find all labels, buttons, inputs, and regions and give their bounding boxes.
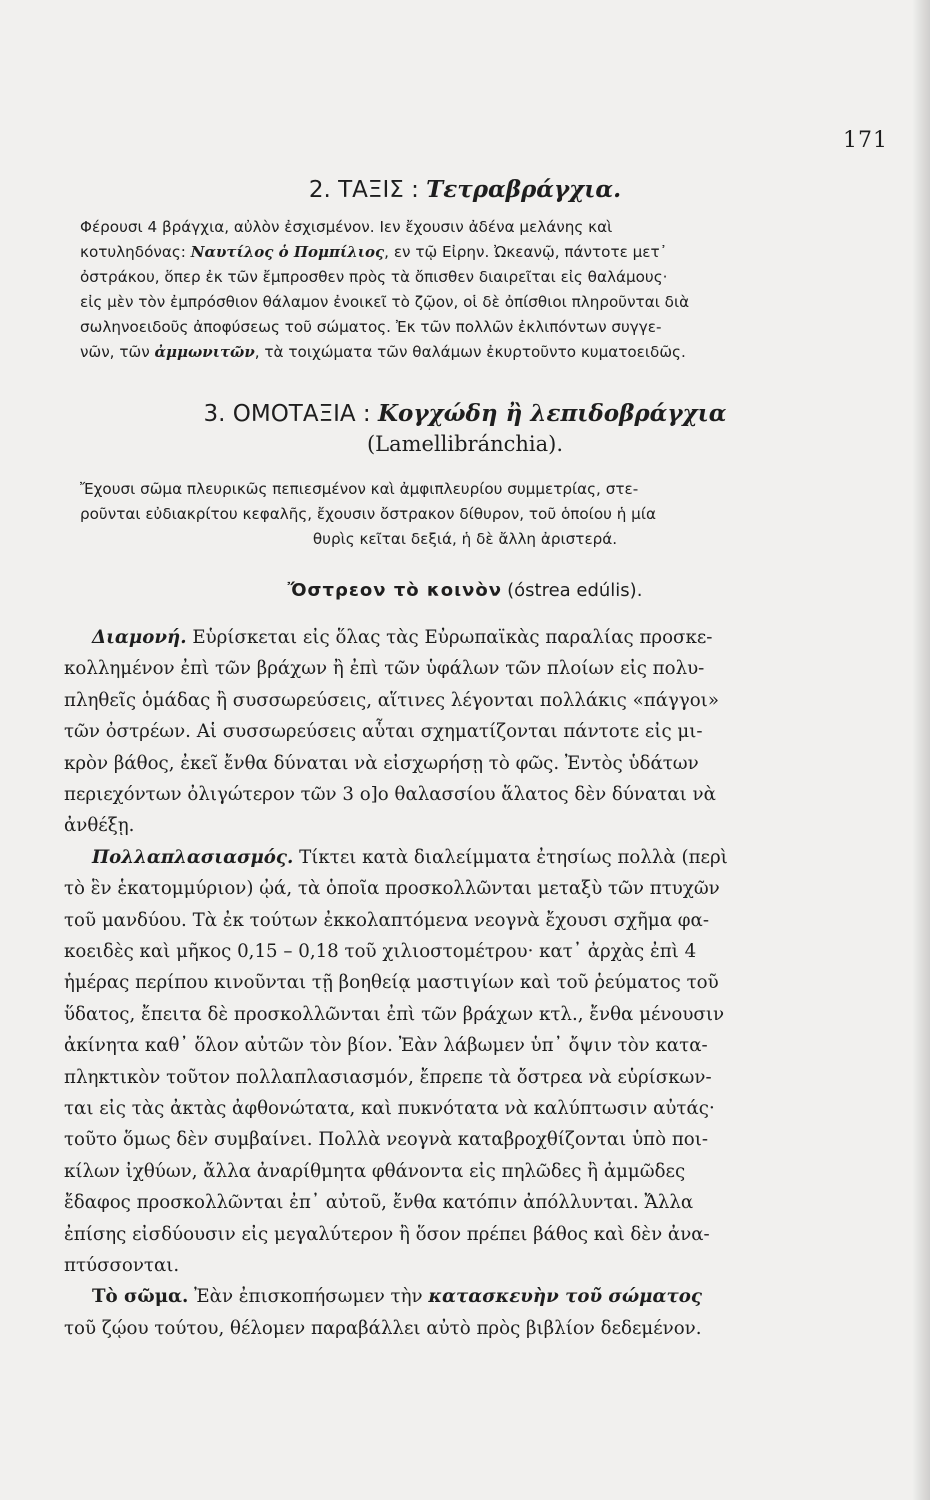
body-line-7 bbox=[64, 815, 134, 836]
body-line-10 bbox=[64, 910, 709, 931]
body-line-21 bbox=[64, 1255, 179, 1276]
section-2-heading-name: Τετραβράγχια. bbox=[426, 176, 622, 203]
section-2-line-5: σωληνοειδοῦς ἀποφύσεως τοῦ σώματος. Ἐκ τῶν πολλῶν ἐκλιπόντων συγγε- bbox=[80, 318, 662, 336]
section-2-line-2: κοτυληδόνας: Ναυτίλος ὁ Πομπίλιος, εν τῷ Εἰρην. Ὠκεανῷ, πάντοτε μετ᾽ bbox=[80, 243, 668, 261]
body-line-14 bbox=[64, 1035, 708, 1056]
body-text-run: ἔδαφος προσκολλῶνται ἐπ᾽ αὐτοῦ, ἔνθα κατόπιν ἀπόλλυνται. Ἄλλα bbox=[64, 1192, 694, 1214]
body-text-run: κολλημένον ἐπὶ τῶν βράχων ἢ ἐπὶ τῶν ὑφάλων τῶν πλοίων εἰς πολυ- bbox=[64, 658, 705, 680]
section-2-heading bbox=[0, 176, 930, 203]
section-3-line-3: θυρὶς κεῖται δεξιά, ἡ δὲ ἄλλη ἀριστερά. bbox=[312, 530, 618, 548]
body-text-run: τοῦτο ὅμως δὲν συμβαίνει. Πολλὰ νεογνὰ καταβροχθίζονται ὑπὸ ποι- bbox=[64, 1129, 709, 1151]
body-text-run: περιεχόντων ὀλιγώτερον τῶν 3 ο]ο θαλασσίου ἅλατος δὲν δύναται νὰ bbox=[64, 784, 716, 805]
page-number: 171 bbox=[843, 128, 888, 153]
nautilus-name: Ναυτίλος ὁ Πομπίλιος bbox=[190, 243, 385, 261]
section-3-latin-heading: (Lamellibránchia). bbox=[366, 432, 564, 456]
body-line-3 bbox=[64, 690, 719, 711]
species-latin-name: (óstrea edúlis). bbox=[507, 580, 643, 601]
body-line-19 bbox=[64, 1192, 693, 1213]
emphasis-text: Διαμονή. bbox=[92, 627, 187, 648]
body-line-9 bbox=[64, 878, 720, 899]
section-3-line-1: Ἔχουσι σῶμα πλευρικῶς πεπιεσμένον καὶ ἀμφιπλευρίου συμμετρίας, στε- bbox=[80, 480, 639, 498]
body-text-run: κρὸν βάθος, ἐκεῖ ἔνθα δύναται νὰ εἰσχωρήσῃ τὸ φῶς. Ἐντὸς ὑδάτων bbox=[64, 752, 699, 774]
body-line-5 bbox=[64, 753, 699, 774]
section-2-line-6: νῶν, τῶν ἀμμωνιτῶν, τὰ τοιχώματα τῶν θαλάμων ἐκυρτοῦντο κυματοειδῶς. bbox=[80, 343, 686, 361]
body-text-run: πληθεῖς ὁμάδας ἢ συσσωρεύσεις, αἵτινες λέγονται πολλάκις «πάγγοι» bbox=[64, 689, 719, 711]
body-text-run: τοῦ ζῴου τούτου, θέλομεν παραβάλλει αὐτὸ πρὸς βιβλίον δεδεμένον. bbox=[64, 1317, 702, 1339]
body-line-1 bbox=[92, 627, 712, 648]
section-3-heading-prefix: 3. ΟΜΟΤΑΞΙΑ : bbox=[203, 401, 371, 427]
ammonites-name: ἀμμωνιτῶν bbox=[154, 343, 255, 361]
body-line-2 bbox=[64, 658, 704, 679]
section-3-heading-name: Κογχώδη ἢ λεπιδοβράγχια bbox=[378, 400, 727, 427]
body-text-run: ἀκίνητα καθ᾽ ὅλον αὐτῶν τὸν βίον. Ἐὰν λάβωμεν ὑπ᾽ ὄψιν τὸν κατα- bbox=[64, 1035, 708, 1057]
body-text-run: ἀνθέξῃ. bbox=[64, 815, 135, 837]
body-text-run: τοῦ μανδύου. Τὰ ἐκ τούτων ἐκκολαπτόμενα νεογνὰ ἔχουσι σχῆμα φα- bbox=[64, 909, 709, 931]
body-text-run: ἐπίσης εἰσδύουσιν εἰς μεγαλύτερον ἢ ὅσον πρέπει βάθος καὶ δὲν ἀνα- bbox=[64, 1223, 710, 1245]
section-3-heading bbox=[0, 400, 930, 427]
species-greek-name: Ὄστρεον τὸ κοινὸν bbox=[287, 580, 502, 601]
body-line-18 bbox=[64, 1161, 685, 1182]
body-line-17 bbox=[64, 1129, 708, 1150]
section-3-line-2: ροῦνται εὐδιακρίτου κεφαλῆς, ἔχουσιν ὄστρακον δίθυρον, τοῦ ὁποίου ἡ μία bbox=[80, 505, 656, 523]
body-text-run: Εὑρίσκεται εἰς ὅλας τὰς Εὐρωπαϊκὰς παραλίας προσκε- bbox=[186, 627, 713, 648]
body-line-22 bbox=[92, 1286, 702, 1307]
body-text-run: ὕδατος, ἔπειτα δὲ προσκολλῶνται ἐπὶ τῶν βράχων κτλ., ἔνθα μένουσιν bbox=[64, 1003, 725, 1025]
emphasis-text: κατασκευὴν τοῦ σώματος bbox=[428, 1286, 702, 1308]
body-line-23 bbox=[64, 1318, 701, 1339]
species-heading bbox=[0, 580, 930, 601]
body-text-run: τὸ ἓν ἑκατομμύριον) ᾠά, τὰ ὁποῖα προσκολλῶνται μεταξὺ τῶν πτυχῶν bbox=[64, 878, 720, 900]
body-text-run: τῶν ὀστρέων. Αἱ συσσωρεύσεις αὗται σχηματίζονται πάντοτε εἰς μι- bbox=[64, 721, 703, 743]
emphasis-text: Πολλαπλασιασμός. bbox=[92, 846, 294, 868]
section-2-line-4: εἰς μὲν τὸν ἐμπρόσθιον θάλαμον ἐνοικεῖ τὸ ζῷον, οἱ δὲ ὀπίσθιοι πληροῦνται διὰ bbox=[80, 293, 690, 311]
section-2-line-3: ὀστράκου, ὅπερ ἐκ τῶν ἔμπροσθεν πρὸς τὰ ὄπισθεν διαιρεῖται εἰς θαλάμους· bbox=[80, 268, 668, 286]
body-text-run: κίλων ἰχθύων, ἄλλα ἀναρίθμητα φθάνοντα εἰς πηλῶδες ἢ ἀμμῶδες bbox=[64, 1160, 686, 1182]
section-2-line-1: Φέρουσι 4 βράγχια, αὐλὸν ἐσχισμένον. Ιεν ἔχουσιν ἀδένα μελάνης καὶ bbox=[80, 218, 613, 236]
body-line-11 bbox=[64, 941, 696, 962]
body-line-8 bbox=[92, 847, 728, 868]
body-text-run: ἡμέρας περίπου κινοῦνται τῇ βοηθείᾳ μαστιγίων καὶ τοῦ ῥεύματος τοῦ bbox=[64, 972, 719, 994]
body-text-run: Τίκτει κατὰ διαλείμματα ἐτησίως πολλὰ (περὶ bbox=[293, 846, 728, 868]
body-line-6 bbox=[64, 784, 716, 805]
body-text-run: πτύσσονται. bbox=[64, 1255, 180, 1276]
body-line-13 bbox=[64, 1004, 724, 1025]
emphasis-text: Τὸ σῶμα. bbox=[92, 1286, 189, 1308]
body-line-20 bbox=[64, 1224, 710, 1245]
body-text-run: Ἐὰν ἐπισκοπήσωμεν τὴν bbox=[188, 1286, 429, 1308]
body-line-4 bbox=[64, 721, 703, 742]
section-2-heading-prefix: 2. ΤΑΞΙΣ : bbox=[308, 177, 419, 203]
body-text-run: πληκτικὸν τοῦτον πολλαπλασιασμόν, ἔπρεπε τὰ ὄστρεα νὰ εὑρίσκων- bbox=[64, 1066, 712, 1088]
body-line-12 bbox=[64, 972, 719, 993]
page-spine-shadow bbox=[912, 0, 930, 1500]
body-line-15 bbox=[64, 1067, 712, 1088]
body-text-run: ται εἰς τὰς ἀκτὰς ἀφθονώτατα, καὶ πυκνότατα νὰ καλύπτωσιν αὐτάς· bbox=[64, 1098, 715, 1119]
body-text-run: κοειδὲς καὶ μῆκος 0,15 – 0,18 τοῦ χιλιοστομέτρου· κατ᾽ ἀρχὰς ἐπὶ 4 bbox=[64, 941, 697, 962]
body-line-16 bbox=[64, 1098, 715, 1119]
